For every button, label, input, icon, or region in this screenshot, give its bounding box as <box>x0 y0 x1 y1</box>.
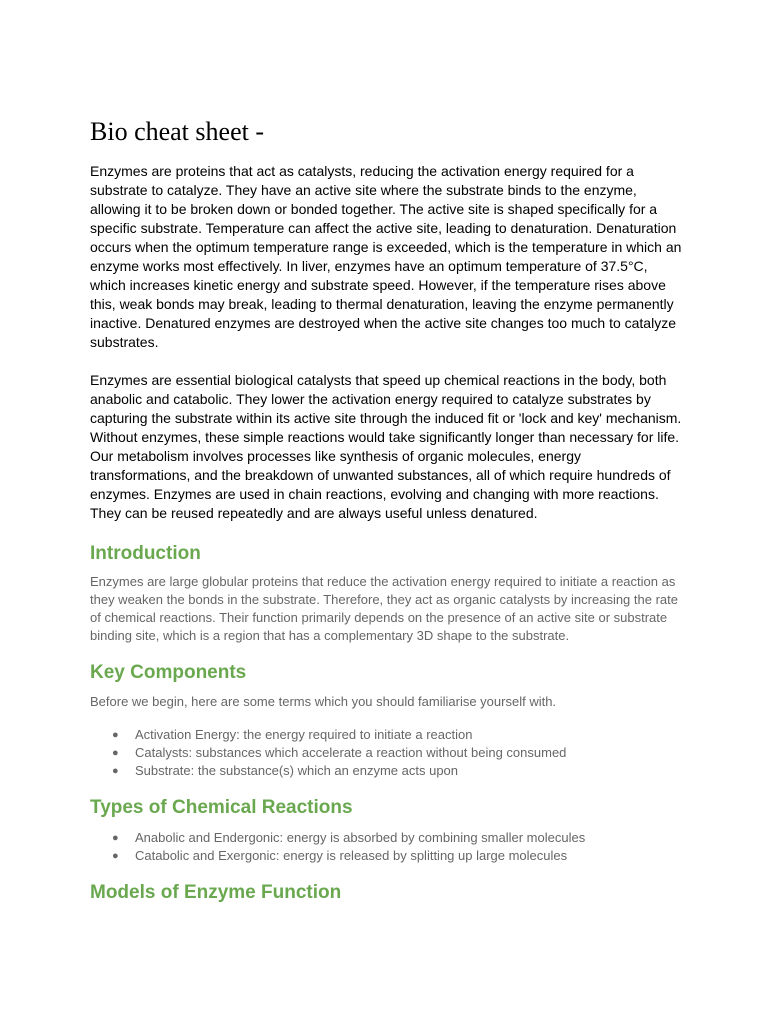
key-components-intro: Before we begin, here are some terms which you should familiarise yourself with. <box>90 694 557 709</box>
list-item-text: Catabolic and Exergonic: energy is released by splitting up large molecules <box>135 848 568 863</box>
introduction-paragraph: Enzymes are large globular proteins that reduce the activation energy required to initiate a reaction as they weaken the bonds in the substrate. Therefore, they act as organic catalysts by increasing the rate of chemical reactions. Their function primarily depends on the presence of an active site or substrate binding site, which is a region that has a complementary 3D shape to the substrate. <box>90 574 678 643</box>
list-item <box>112 744 682 762</box>
list-item-text: Substrate: the substance(s) which an enzyme acts upon <box>135 763 459 778</box>
bullet-icon: ● <box>112 729 119 741</box>
bullet-icon: ● <box>112 832 119 844</box>
list-item-text: Catalysts: substances which accelerate a reaction without being consumed <box>135 745 567 760</box>
list-item <box>112 829 682 847</box>
list-item <box>112 847 682 865</box>
body-paragraph-2: Enzymes are essential biological catalysts that speed up chemical reactions in the body, both anabolic and catabolic. They lower the activation energy required to catalyze substrates by capturing the substrate within its active site through the induced fit or 'lock and key' mechanism. Without enzymes, these simple reactions would take significantly longer than necessary for life. Our metabolism involves processes like synthesis of organic molecules, energy transformations, and the breakdown of unwanted substances, all of which require hundreds of enzymes. Enzymes are used in chain reactions, evolving and changing with more reactions. They can be reused repeatedly and are always useful unless denatured. <box>90 372 682 521</box>
bullet-icon: ● <box>112 747 119 759</box>
page-title: Bio cheat sheet - <box>90 117 264 146</box>
introduction-heading: Introduction <box>90 543 201 564</box>
key-components-list <box>90 726 682 780</box>
types-of-reactions-heading: Types of Chemical Reactions <box>90 797 353 818</box>
key-components-heading: Key Components <box>90 662 247 683</box>
bullet-icon: ● <box>112 850 119 862</box>
list-item <box>112 726 682 744</box>
document-page <box>90 112 682 905</box>
list-item-text: Activation Energy: the energy required to initiate a reaction <box>135 727 473 742</box>
bullet-icon: ● <box>112 765 119 777</box>
body-paragraph-1: Enzymes are proteins that act as catalysts, reducing the activation energy required for a substrate to catalyze. They have an active site where the substrate binds to the enzyme, allowing it to be broken down or bonded together. The active site is shaped specifically for a specific substrate. Temperature can affect the active site, leading to denaturation. Denaturation occurs when the optimum temperature range is exceeded, which is the temperature in which an enzyme works most effectively. In liver, enzymes have an optimum temperature of 37.5°C, which increases kinetic energy and substrate speed. However, if the temperature rises above this, weak bonds may break, leading to thermal denaturation, leaving the enzyme permanently inactive. Denatured enzymes are destroyed when the active site changes too much to catalyze substrates. <box>90 163 682 350</box>
types-of-reactions-list <box>90 829 682 865</box>
models-heading: Models of Enzyme Function <box>90 882 342 903</box>
list-item-text: Anabolic and Endergonic: energy is absorbed by combining smaller molecules <box>135 830 586 845</box>
list-item <box>112 762 682 780</box>
